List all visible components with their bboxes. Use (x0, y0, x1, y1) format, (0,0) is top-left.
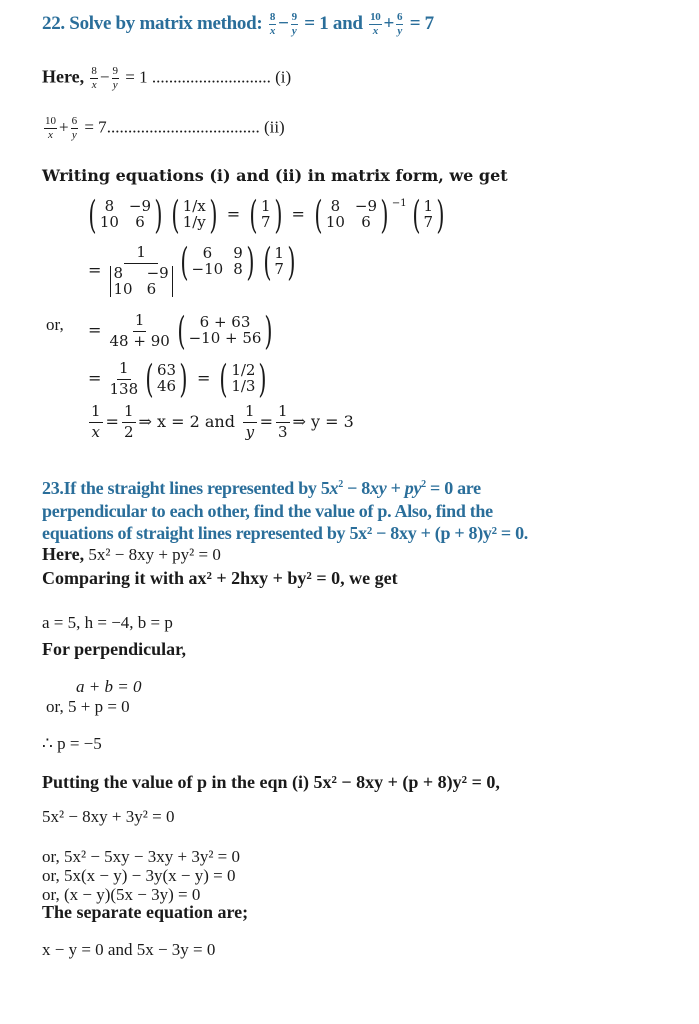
math-term: 1 (274, 244, 284, 263)
math-term: 1/2 (231, 361, 256, 380)
fraction (109, 358, 139, 398)
math-term: and (332, 12, 363, 34)
compare-text: Comparing it with ax² + 2hxy + by² = 0, we get (42, 568, 398, 588)
q23-here (42, 544, 221, 565)
factor-step-2: or, 5x(x − y) − 3y(x − y) = 0 (42, 866, 236, 885)
fraction (44, 116, 57, 141)
math-term: 10 (99, 213, 119, 231)
math-term: py (404, 478, 422, 498)
bracket: ) (209, 193, 218, 237)
q22-heading (42, 12, 434, 37)
equation-tag: (i) (275, 67, 292, 87)
bracket: ) (154, 193, 163, 237)
math-term: 2 (421, 479, 426, 490)
math-term: = 0 are (425, 478, 481, 498)
math-term: − 8 (342, 478, 370, 498)
math-term: −9 (146, 263, 169, 282)
math-term: + (383, 12, 395, 34)
math-term: 6 (397, 11, 403, 23)
math-term: 2 (123, 422, 134, 441)
math-term: 23.If the straight lines represented by 5 (42, 478, 330, 498)
vector-b (409, 193, 448, 237)
solution-vector (216, 357, 270, 401)
vector (174, 309, 277, 353)
math-term: = (88, 320, 102, 340)
determinant (110, 263, 173, 298)
math-term: 1 (276, 404, 290, 423)
bracket: ( (145, 357, 154, 401)
math-term: y (291, 25, 297, 37)
math-term: − (278, 12, 289, 34)
math-term: xy (370, 478, 387, 498)
bracket: ( (180, 240, 189, 285)
math-term: 2 (338, 479, 343, 490)
fraction (110, 245, 173, 297)
coefficients: a = 5, h = −4, b = p (42, 613, 173, 632)
factor-step-1: or, 5x² − 5xy − 3xy + 3y² = 0 (42, 847, 241, 866)
vector-b (246, 193, 285, 237)
math-term: −10 (191, 260, 224, 279)
factor-step-3: or, (x − y)(5x − 3y) = 0 (42, 885, 201, 904)
math-term: y (112, 79, 118, 91)
math-term: 6 + 63 (199, 313, 251, 332)
matrix-a-inverse (311, 193, 407, 237)
math-term: 1 (261, 197, 271, 216)
math-term: Here, (42, 544, 85, 564)
math-term: 7 (261, 213, 271, 231)
math-term: = (226, 204, 241, 224)
math-term: x (91, 79, 97, 91)
math-term: 63 (156, 361, 177, 380)
perpendicular-label: For perpendicular, (42, 639, 187, 659)
math-term: 6 (135, 213, 145, 231)
math-term: x (372, 25, 378, 37)
math-term: −10 + 56 (188, 329, 262, 347)
here-label: Here, (42, 66, 85, 87)
math-term: 8 (104, 197, 115, 216)
math-term: 46 (156, 377, 177, 395)
fraction (276, 404, 290, 441)
math-term: 7 (274, 260, 284, 279)
equation-i: Here, $\frac{8}{x}$ − $\frac{9}{y}$ = 1 ............................ (i) (42, 65, 292, 91)
math-term: x (48, 129, 53, 141)
q23-heading-line-3: equations of straight lines represented by 5x² − 8xy + (p + 8)y² = 0. (42, 523, 528, 543)
matrix-equation (84, 193, 449, 237)
math-term: 10 (113, 279, 133, 298)
fraction (90, 66, 98, 91)
math-term: = 1 (304, 12, 329, 34)
math-term: 6 (202, 244, 213, 263)
fraction (396, 12, 403, 37)
vector-x (168, 193, 221, 237)
matrix-step-3 (88, 309, 277, 353)
separate-label: The separate equation are; (42, 902, 249, 922)
fraction (369, 12, 381, 37)
equation-tag: (ii) (263, 117, 285, 137)
perpendicular-eq-1: a + b = 0 (76, 677, 142, 696)
math-term: y (397, 25, 402, 37)
math-term: 8 (330, 197, 341, 216)
bracket: ( (249, 193, 258, 237)
math-term: 1/x (182, 197, 206, 216)
fraction (269, 12, 276, 37)
math-term: −1 (391, 198, 407, 209)
or-label: or, (46, 315, 64, 334)
math-term: 9 (112, 65, 118, 77)
math-term: x (269, 25, 276, 37)
matrix-step-4 (88, 357, 271, 401)
math-term: −9 (354, 197, 378, 216)
math-term: 6 (146, 279, 157, 298)
bracket: ( (314, 193, 323, 237)
q22-heading-prefix: 22. Solve by matrix method: (42, 12, 263, 34)
math-term: = 1 (125, 67, 148, 87)
math-term: 1 (122, 404, 136, 423)
math-term: 6 (361, 213, 371, 231)
math-term: 8 (233, 260, 243, 279)
bracket: ( (262, 240, 272, 285)
math-term: 138 (109, 379, 139, 398)
math-term: 1 (124, 245, 158, 264)
bracket: ( (177, 309, 186, 353)
math-term: = (88, 368, 102, 388)
math-term: 8 (269, 11, 276, 23)
matrix-a (85, 193, 166, 237)
bracket: ( (88, 193, 97, 237)
perpendicular-eq-2: or, 5 + p = 0 (46, 697, 130, 716)
math-term: 1 (89, 404, 103, 423)
math-term: = 7 (409, 12, 434, 34)
math-term: 8 (113, 263, 124, 282)
math-term: 9 (233, 244, 243, 263)
bracket: ( (411, 193, 421, 237)
bracket: ) (179, 357, 188, 401)
math-term: ⇒ x = 2 and (138, 411, 235, 431)
math-term: 1 (243, 404, 257, 423)
math-term: y (71, 129, 77, 141)
vector-b (260, 240, 299, 285)
q23-heading-line-1 (42, 478, 481, 499)
fraction (89, 404, 103, 441)
matrix-intro: Writing equations (i) and (ii) in matrix form, we get (42, 166, 508, 185)
fraction (122, 404, 136, 441)
math-term: .................................... (106, 117, 260, 137)
fraction (71, 116, 79, 141)
math-term: ⇒ y = 3 (292, 411, 354, 431)
math-term: 8 (91, 65, 97, 77)
math-term: 1 (117, 361, 131, 380)
math-term: 5x² − 8xy + py² = 0 (88, 545, 221, 564)
math-term: 1 (133, 313, 147, 332)
math-term: 10 (370, 11, 381, 23)
math-term: 1/y (182, 213, 206, 231)
bracket: ( (219, 357, 228, 401)
math-term: 1/3 (231, 377, 256, 395)
bracket: ) (264, 309, 273, 353)
math-term: 6 (71, 115, 78, 127)
math-term: −9 (128, 197, 152, 216)
fraction (243, 404, 257, 441)
fraction (109, 310, 170, 350)
bracket: ) (436, 193, 445, 237)
math-term: = 7 (84, 117, 107, 137)
q23-heading-line-2: perpendicular to each other, find the value of p. Also, find the (42, 501, 493, 521)
math-term: ............................ (151, 67, 271, 87)
p-result: ∴ p = −5 (42, 734, 102, 753)
math-term: 10 (325, 213, 345, 231)
matrix-step-adjoint (88, 240, 300, 298)
math-term: x (329, 478, 339, 498)
q23-final-answer: x − y = 0 and 5x − 3y = 0 (42, 940, 216, 959)
bracket: ) (246, 240, 255, 285)
math-term: y (245, 422, 255, 441)
math-term: = (291, 204, 305, 224)
math-term: = (196, 368, 211, 388)
math-term: 10 (45, 115, 56, 127)
math-term: = (88, 260, 102, 280)
math-term: 48 + 90 (109, 331, 170, 350)
bracket: ( (171, 193, 180, 237)
math-term: 1 (423, 197, 433, 216)
math-term: 7 (423, 213, 433, 231)
math-term: x (91, 422, 100, 441)
fraction (291, 12, 298, 37)
math-term: 9 (291, 11, 297, 23)
vector (142, 357, 191, 401)
putting-text: Putting the value of p in the eqn (i) 5x² − 8xy + (p + 8)y² = 0, (42, 772, 500, 792)
bracket: ) (380, 193, 389, 237)
q22-final-answer: $\frac{1}{x}$ = $\frac{1}{2}$ ⇒ x = 2 and $\frac{1}{y}$ = $\frac{1}{3}$ ⇒ y = 3 (91, 402, 354, 441)
math-term: + (386, 478, 405, 498)
bracket: ) (258, 357, 267, 401)
math-term: 3 (278, 422, 288, 441)
fraction (112, 66, 120, 91)
bracket: ) (287, 240, 296, 285)
adjoint-matrix (177, 240, 258, 285)
substituted-eq: 5x² − 8xy + 3y² = 0 (42, 807, 175, 826)
bracket: ) (273, 193, 283, 237)
equation-ii: $\frac{10}{x}$ + $\frac{6}{y}$ = 7.................................... (ii) (45, 115, 285, 141)
